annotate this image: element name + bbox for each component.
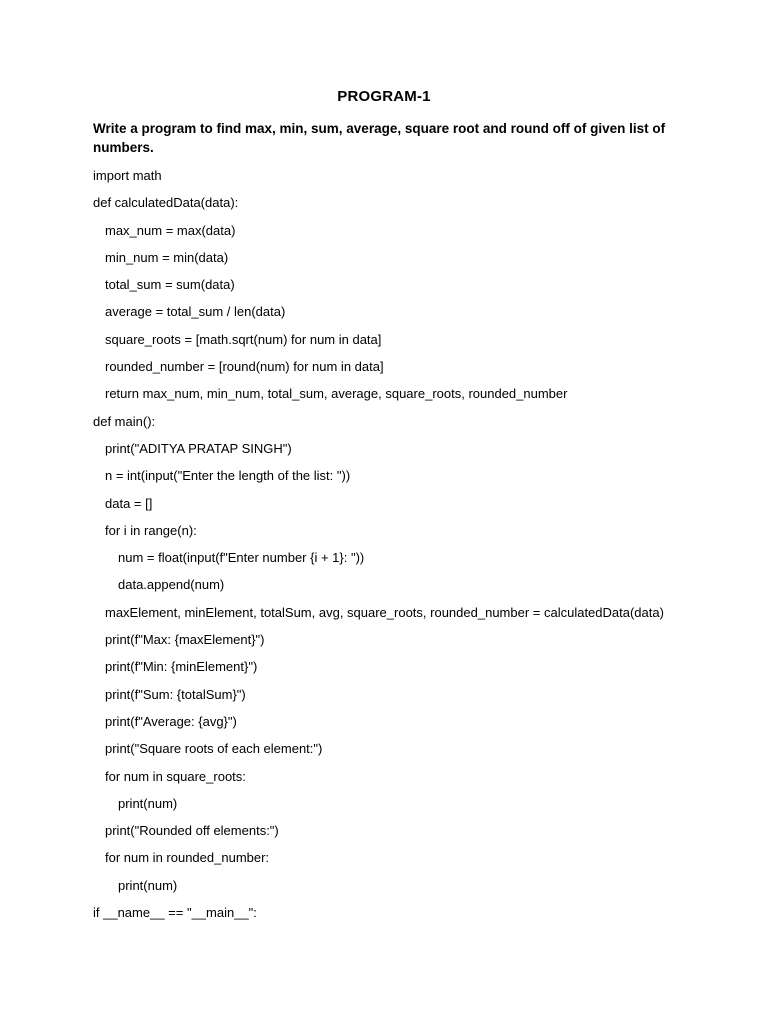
code-line: min_num = min(data) bbox=[105, 249, 229, 265]
code-line: print("Square roots of each element:") bbox=[105, 741, 323, 757]
code-line: for num in square_roots: bbox=[105, 768, 246, 784]
code-line: num = float(input(f"Enter number {i + 1}: ")) bbox=[118, 550, 365, 566]
code-line: data = [] bbox=[105, 495, 153, 511]
page-title: PROGRAM-1 bbox=[337, 88, 431, 105]
code-line: square_roots = [math.sqrt(num) for num in data] bbox=[105, 331, 382, 347]
code-line: print(f"Sum: {totalSum}") bbox=[105, 686, 246, 702]
code-block bbox=[93, 166, 733, 930]
code-line: for i in range(n): bbox=[105, 522, 197, 538]
code-line: rounded_number = [round(num) for num in data] bbox=[105, 359, 384, 375]
code-line: maxElement, minElement, totalSum, avg, square_roots, rounded_number = calculatedData(data) bbox=[105, 604, 664, 620]
code-line: total_sum = sum(data) bbox=[105, 277, 235, 293]
code-line: max_num = max(data) bbox=[105, 222, 236, 238]
code-line: import math bbox=[93, 168, 162, 183]
code-line: if __name__ == "__main__": bbox=[93, 905, 257, 921]
code-line: print(f"Max: {maxElement}") bbox=[105, 632, 265, 648]
code-line: def main(): bbox=[93, 413, 156, 429]
code-line: print("ADITYA PRATAP SINGH") bbox=[105, 440, 292, 456]
code-line: average = total_sum / len(data) bbox=[105, 304, 286, 320]
code-line: data.append(num) bbox=[118, 577, 225, 593]
code-line: def calculatedData(data): bbox=[93, 195, 239, 211]
code-line: print(num) bbox=[118, 877, 178, 893]
code-line: return max_num, min_num, total_sum, average, square_roots, rounded_number bbox=[105, 386, 568, 402]
code-line: n = int(input("Enter the length of the list: ")) bbox=[105, 468, 351, 484]
code-line: print(f"Average: {avg}") bbox=[105, 713, 237, 729]
code-line: print(f"Min: {minElement}") bbox=[105, 659, 258, 675]
code-line: print("Rounded off elements:") bbox=[105, 823, 279, 839]
code-line: print(num) bbox=[118, 795, 178, 811]
assignment-heading: Write a program to find max, min, sum, average, square root and round off of given list of numbers. bbox=[93, 121, 666, 155]
code-line: for num in rounded_number: bbox=[105, 850, 270, 866]
